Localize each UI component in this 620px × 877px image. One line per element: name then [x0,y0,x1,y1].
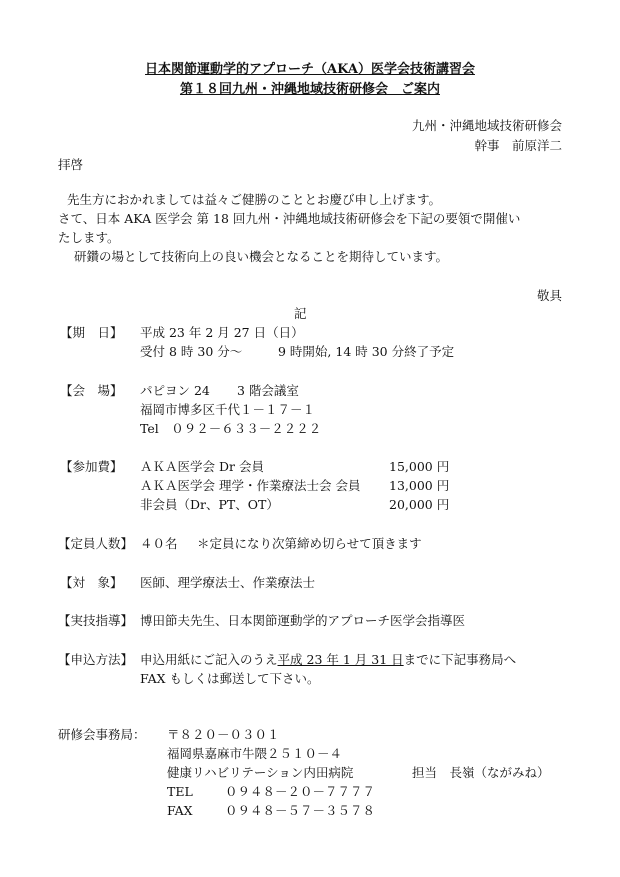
venue-tel: Tel ０９２－６３３－２２２２ [140,421,322,436]
salutation: 拝啓 [58,157,84,172]
body-paragraph-2b: たします。 [58,230,120,245]
capacity-label: 【定員人数】 [58,536,134,551]
venue-name: パピヨン 24 [140,383,210,398]
office-tel: ０９４８－２０－７７７７ [225,784,376,799]
sender-org: 九州・沖縄地域技術研修会 [411,118,562,133]
schedule-date: 平成 23 年 2 月 27 日（日） [140,325,304,340]
sender-person: 幹事 前原洋二 [474,138,562,153]
fee-row-category: ＡＫＡ医学会 Dr 会員 [140,459,264,474]
application-line-1 [140,652,516,667]
office-contact: 担当 長嶺（ながみね） [412,765,550,780]
body-paragraph-1: 先生方におかれましては益々ご健勝のこととお慶び申し上げます。 [67,192,442,207]
schedule-label: 【期 日】 [60,325,123,340]
fee-row-category: ＡＫＡ医学会 理学・作業療法士会 会員 [140,478,361,493]
fee-row-amount: 20,000 円 [389,497,450,512]
application-line-2: FAX もしくは郵送して下さい。 [140,671,320,686]
instructor-label: 【実技指導】 [58,613,134,628]
office-postal: 〒８２０－０３０１ [167,727,280,742]
capacity-value: ４０名 [140,536,178,551]
office-fax: ０９４８－５７－３５７８ [225,803,376,818]
fee-label: 【参加費】 [60,459,123,474]
title-line-1: 日本関節運動学的アプローチ（AKA）医学会技術講習会 [145,62,475,77]
office-hospital: 健康リハビリテーション内田病院 [167,765,354,780]
target-value: 医師、理学療法士、作業療法士 [140,575,316,590]
fee-row-amount: 13,000 円 [389,478,450,493]
fee-row-category: 非会員（Dr、PT、OT） [140,497,279,512]
target-label: 【対 象】 [60,575,123,590]
capacity-note: ＊定員になり次第締め切らせて頂きます [197,536,422,551]
office-address: 福岡県嘉麻市牛隈２５１０－４ [167,746,343,761]
fee-row-amount: 15,000 円 [389,459,450,474]
venue-room: 3 階会議室 [237,383,299,398]
application-label: 【申込方法】 [58,652,134,667]
application-deadline: 平成 23 年 1 月 31 日 [277,652,404,667]
office-label: 研修会事務局： [58,727,146,742]
venue-address: 福岡市博多区千代１－１７－１ [140,402,316,417]
instructor-value: 博田節夫先生、日本関節運動学的アプローチ医学会指導医 [140,613,466,628]
schedule-reception: 受付 8 時 30 分～ [140,344,243,359]
venue-label: 【会 場】 [60,383,123,398]
ki-heading: 記 [294,306,307,321]
application-text-a: 申込用紙にご記入のうえ [140,652,278,667]
title-line-2: 第１８回九州・沖縄地域技術研修会 ご案内 [179,82,440,97]
closing: 敬具 [536,288,562,303]
application-text-b: までに下記事務局へ [403,652,517,667]
body-paragraph-2a: さて、日本 AKA 医学会 第 18 回九州・沖縄地域技術研修会を下記の要領で開催い [58,211,521,226]
office-fax-label: FAX [167,803,193,818]
schedule-time: 9 時開始, 14 時 30 分終了予定 [278,344,455,359]
body-paragraph-3: 研鑽の場として技術向上の良い機会となることを期待しています。 [74,249,449,264]
office-tel-label: TEL [167,784,193,799]
